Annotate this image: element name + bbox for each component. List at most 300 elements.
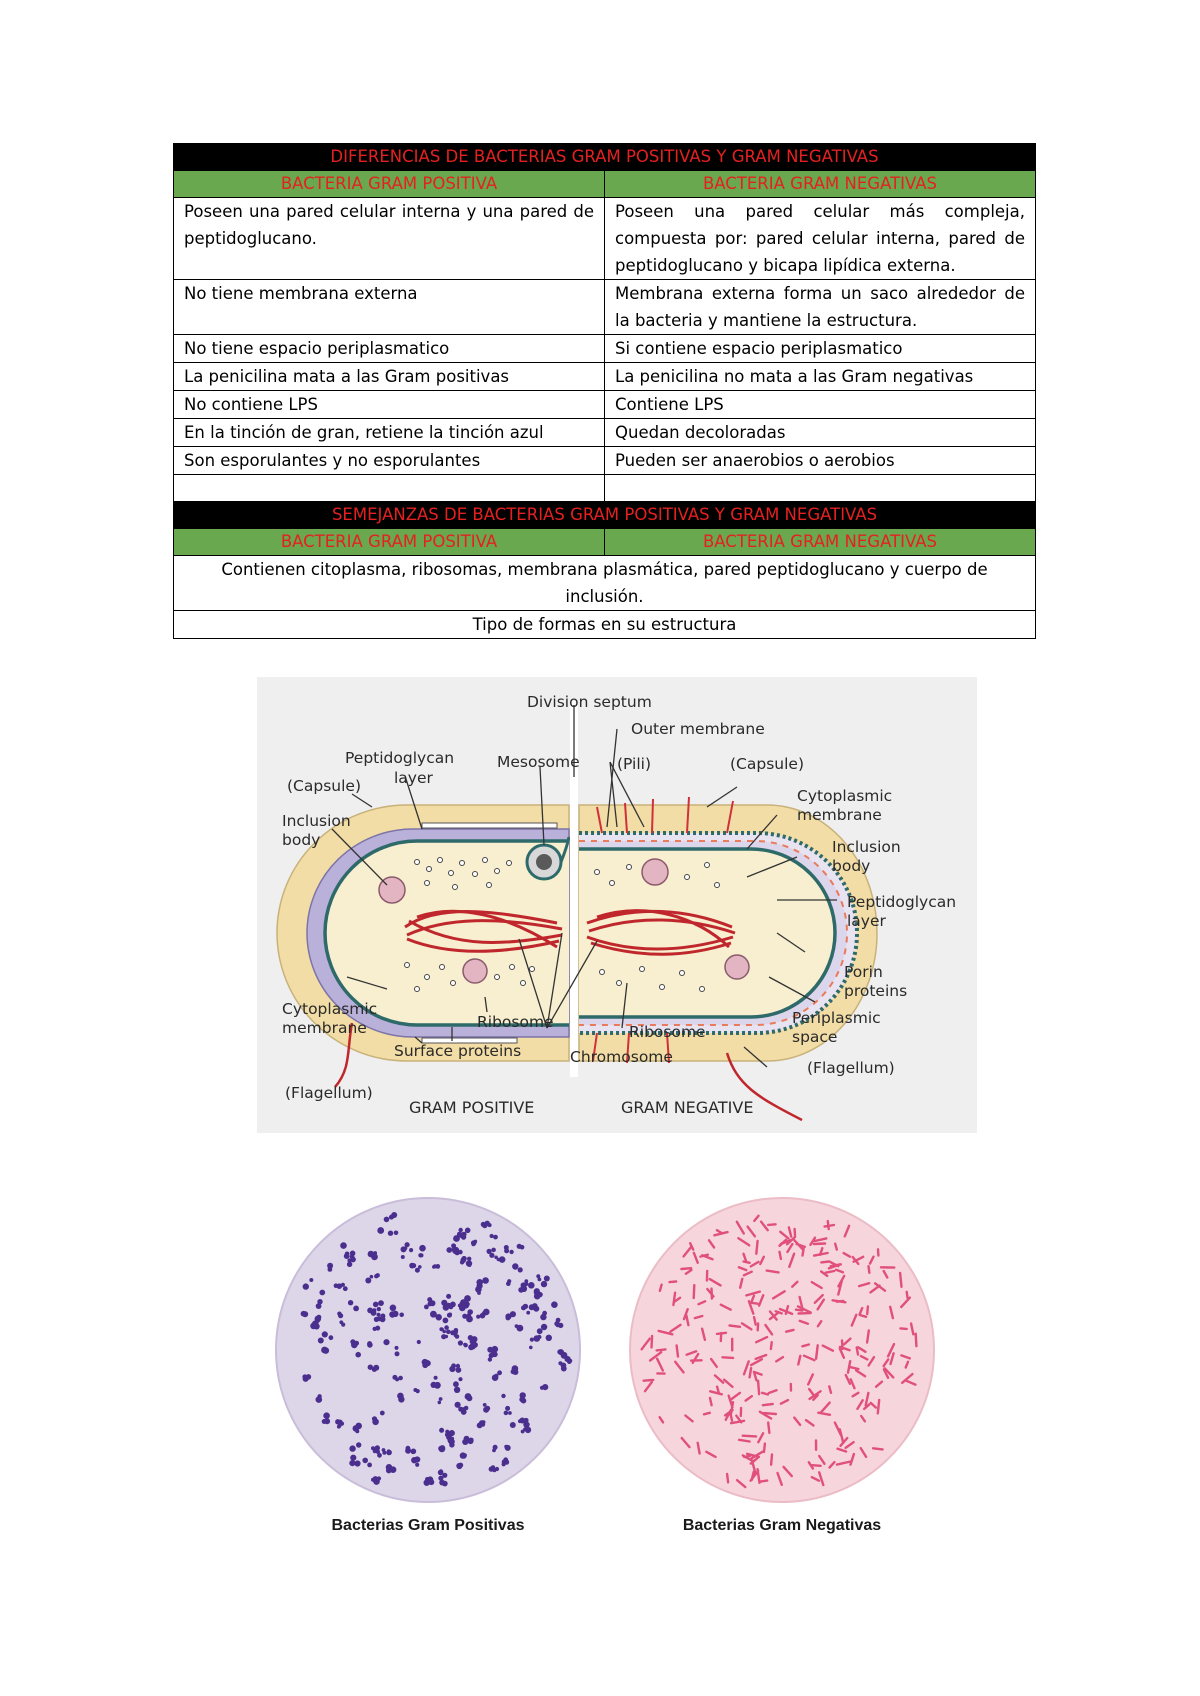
label-periplasmic: Periplasmic (792, 1009, 881, 1027)
stained-bacillus (758, 1381, 759, 1394)
differences-col-positive: BACTERIA GRAM POSITIVA (174, 171, 605, 198)
stained-coccus (411, 1263, 416, 1268)
differences-title: DIFERENCIAS DE BACTERIAS GRAM POSITIVAS Y GRAM NEGATIVAS (174, 144, 1036, 171)
stained-bacillus (867, 1306, 868, 1314)
stained-coccus (441, 1334, 446, 1339)
stained-coccus (504, 1459, 509, 1464)
stained-coccus (470, 1343, 477, 1350)
stained-bacillus (916, 1334, 917, 1347)
differences-title-row (174, 144, 1036, 171)
differences-header-row (174, 171, 1036, 198)
caption-gram-positive: Bacterias Gram Positivas (331, 1517, 525, 1534)
stained-coccus (309, 1278, 313, 1282)
stained-coccus (384, 1217, 390, 1223)
surface-proteins-top (422, 823, 557, 828)
stained-coccus (368, 1251, 375, 1258)
stained-coccus (398, 1376, 403, 1381)
table-cell-positive: Poseen una pared celular interna y una pared de peptidoglucano. (174, 198, 605, 280)
stained-coccus (509, 1250, 513, 1254)
stained-coccus (504, 1245, 509, 1250)
stained-coccus (520, 1286, 526, 1292)
label-pili: (Pili) (617, 755, 652, 773)
stained-coccus (555, 1322, 560, 1327)
stained-bacillus (829, 1386, 831, 1392)
stained-coccus (428, 1479, 434, 1485)
stained-coccus (450, 1330, 455, 1335)
stained-coccus (482, 1223, 488, 1229)
stained-coccus (454, 1387, 460, 1393)
stained-coccus (316, 1396, 323, 1403)
stained-bacillus (761, 1481, 767, 1482)
stained-coccus (411, 1449, 417, 1455)
stained-coccus (497, 1370, 502, 1375)
stained-coccus (430, 1300, 436, 1306)
stained-coccus (439, 1469, 443, 1473)
stained-bacillus (814, 1244, 825, 1245)
stained-coccus (337, 1425, 341, 1429)
stained-coccus (329, 1335, 334, 1340)
table-row (174, 447, 1036, 475)
stained-bacillus (660, 1285, 662, 1291)
stained-coccus (458, 1377, 462, 1381)
stained-coccus (417, 1340, 421, 1344)
stained-bacillus (644, 1380, 654, 1381)
similarities-col-negative: BACTERIA GRAM NEGATIVAS (605, 529, 1036, 556)
stained-coccus (415, 1268, 420, 1273)
stained-coccus (530, 1338, 534, 1342)
stained-coccus (534, 1335, 541, 1342)
label-outer-membrane: Outer membrane (631, 720, 765, 738)
stained-coccus (319, 1290, 325, 1296)
label-cytoplasmic-right-2: membrane (797, 806, 882, 824)
stained-coccus (438, 1446, 443, 1451)
stained-coccus (460, 1452, 466, 1458)
similarities-header-row (174, 529, 1036, 556)
stained-coccus (337, 1312, 341, 1316)
stained-coccus (404, 1246, 408, 1250)
stained-coccus (367, 1308, 373, 1314)
stained-coccus (368, 1365, 373, 1370)
inclusion-body-negative (725, 955, 749, 979)
stained-coccus (477, 1291, 481, 1295)
stained-coccus (458, 1250, 463, 1255)
stained-coccus (420, 1253, 424, 1257)
mesosome-inner (536, 854, 552, 870)
label-peptidoglycan-right-2: layer (847, 912, 886, 930)
table-row (174, 363, 1036, 391)
stained-bacillus (704, 1413, 710, 1415)
stained-bacillus (873, 1448, 883, 1449)
stained-coccus (442, 1330, 446, 1334)
stained-coccus (303, 1283, 309, 1289)
stained-bacillus (743, 1436, 756, 1437)
stained-bacillus (771, 1454, 772, 1464)
stained-bacillus (900, 1328, 906, 1329)
stained-coccus (464, 1436, 470, 1442)
stained-coccus (394, 1231, 399, 1236)
stained-coccus (374, 1274, 378, 1278)
stained-coccus (488, 1223, 492, 1227)
stained-coccus (356, 1442, 361, 1447)
label-surface-proteins: Surface proteins (394, 1042, 522, 1060)
stained-coccus (355, 1429, 359, 1433)
stained-coccus (354, 1341, 359, 1346)
stained-coccus (483, 1407, 489, 1413)
table-cell-empty (605, 475, 1036, 502)
stained-coccus (312, 1320, 319, 1327)
stained-coccus (324, 1418, 330, 1424)
stained-coccus (409, 1248, 413, 1252)
stained-bacillus (739, 1440, 750, 1442)
table-cell-negative: Pueden ser anaerobios o aerobios (605, 447, 1036, 475)
table-cell-positive: No tiene membrana externa (174, 280, 605, 335)
stained-coccus (318, 1338, 324, 1344)
stained-coccus (321, 1347, 328, 1354)
table-cell-positive: Son esporulantes y no esporulantes (174, 447, 605, 475)
stained-coccus (450, 1302, 456, 1308)
stained-coccus (390, 1305, 397, 1312)
stained-bacillus (727, 1474, 728, 1482)
stained-coccus (401, 1255, 405, 1259)
stained-coccus (389, 1311, 395, 1317)
stained-coccus (483, 1403, 487, 1407)
stained-coccus (367, 1342, 373, 1348)
stained-coccus (507, 1279, 511, 1283)
gram-stain-micrographs (270, 1190, 950, 1570)
stained-coccus (422, 1362, 428, 1368)
stained-coccus (446, 1294, 451, 1299)
stained-coccus (487, 1249, 492, 1254)
table-row (174, 198, 1036, 280)
table-cell-negative: Contiene LPS (605, 391, 1036, 419)
stained-coccus (377, 1227, 384, 1234)
label-peptidoglycan-left-2: layer (394, 769, 433, 787)
table-row (174, 419, 1036, 447)
stained-coccus (377, 1313, 381, 1317)
stained-coccus (350, 1254, 355, 1259)
stained-coccus (455, 1334, 460, 1339)
stained-coccus (453, 1381, 459, 1387)
table-row (174, 556, 1036, 611)
table-cell-negative: Poseen una pared celular más compleja, compuesta por: pared celular interna, pared de peptidoglucano y bicapa lipídica externa. (605, 198, 1036, 280)
stained-bacillus (694, 1285, 695, 1298)
label-cytoplasmic-left-2: membrane (282, 1019, 367, 1037)
bacteria-cell-diagram (257, 677, 977, 1133)
stained-coccus (472, 1243, 476, 1247)
stained-coccus (395, 1351, 400, 1356)
stained-coccus (350, 1455, 356, 1461)
stained-bacillus (821, 1262, 829, 1263)
stained-coccus (528, 1282, 535, 1289)
stained-coccus (542, 1311, 547, 1316)
stained-coccus (371, 1446, 375, 1450)
stained-coccus (398, 1396, 404, 1402)
stained-bacillus (756, 1241, 757, 1254)
stained-coccus (504, 1411, 509, 1416)
stained-coccus (414, 1456, 420, 1462)
stained-bacillus (762, 1393, 768, 1395)
label-inclusion-left: Inclusion (282, 812, 351, 830)
stained-coccus (510, 1311, 516, 1317)
table-row (174, 611, 1036, 639)
stained-coccus (419, 1245, 426, 1252)
stained-coccus (524, 1418, 529, 1423)
stained-coccus (441, 1300, 447, 1306)
stained-coccus (508, 1411, 512, 1415)
stained-coccus (377, 1476, 381, 1480)
table-row (174, 280, 1036, 335)
stained-coccus (449, 1442, 454, 1447)
stained-bacillus (681, 1268, 691, 1269)
stained-bacillus (835, 1244, 837, 1250)
label-peptidoglycan-left: Peptidoglycan (345, 749, 455, 767)
label-inclusion-right-2: body (832, 857, 871, 875)
stained-bacillus (907, 1292, 908, 1298)
label-cytoplasmic-left: Cytoplasmic (282, 1000, 378, 1018)
stained-bacillus (730, 1326, 741, 1327)
stained-coccus (483, 1309, 490, 1316)
table-cell-positive: No tiene espacio periplasmatico (174, 335, 605, 363)
stained-coccus (467, 1394, 471, 1398)
table-row-blank (174, 475, 1036, 502)
label-mesosome: Mesosome (497, 753, 580, 771)
stained-coccus (526, 1311, 530, 1315)
table-cell-negative: Quedan decoloradas (605, 419, 1036, 447)
stained-coccus (438, 1401, 442, 1405)
label-flagellum-right: (Flagellum) (807, 1059, 895, 1077)
table-cell-negative: Si contiene espacio periplasmatico (605, 335, 1036, 363)
stained-coccus (551, 1301, 558, 1308)
stained-coccus (546, 1335, 552, 1341)
stained-bacillus (837, 1301, 844, 1302)
stained-bacillus (763, 1404, 773, 1405)
stained-coccus (416, 1389, 420, 1393)
stained-coccus (355, 1352, 361, 1358)
stained-bacillus (878, 1400, 879, 1414)
stained-bacillus (900, 1273, 901, 1287)
stained-coccus (456, 1463, 462, 1469)
label-inclusion-left-2: body (282, 831, 321, 849)
stained-coccus (480, 1422, 485, 1427)
stained-bacillus (780, 1252, 781, 1259)
stained-coccus (444, 1325, 449, 1330)
stained-coccus (365, 1278, 371, 1284)
stained-bacillus (723, 1357, 734, 1358)
stained-coccus (446, 1330, 451, 1335)
stained-coccus (434, 1382, 441, 1389)
label-peptidoglycan-right: Peptidoglycan (847, 893, 957, 911)
differences-col-negative: BACTERIA GRAM NEGATIVAS (605, 171, 1036, 198)
stained-coccus (451, 1248, 455, 1252)
stained-coccus (544, 1276, 550, 1282)
stained-coccus (488, 1357, 492, 1361)
stained-coccus (518, 1267, 523, 1272)
stained-coccus (505, 1445, 511, 1451)
stained-coccus (561, 1352, 568, 1359)
stained-coccus (515, 1324, 519, 1328)
stained-coccus (439, 1397, 443, 1401)
similarities-cell: Tipo de formas en su estructura (174, 611, 1036, 639)
stained-coccus (347, 1258, 351, 1262)
stained-coccus (489, 1353, 494, 1358)
stained-coccus (353, 1306, 359, 1312)
label-porin: Porin (844, 963, 883, 981)
stained-coccus (456, 1367, 462, 1373)
label-ribosome-right: Ribosome (629, 1023, 706, 1041)
stained-coccus (430, 1311, 437, 1318)
inclusion-body-negative (642, 859, 668, 885)
stained-coccus (501, 1394, 505, 1398)
stained-coccus (464, 1343, 468, 1347)
similarities-cell: Contienen citoplasma, ribosomas, membrana plasmática, pared peptidoglucano y cuerpo de inclusión. (174, 556, 1036, 611)
stained-coccus (306, 1374, 312, 1380)
stained-bacillus (816, 1345, 818, 1358)
label-chromosome: Chromosome (570, 1048, 673, 1066)
stained-coccus (540, 1386, 544, 1390)
stained-coccus (521, 1430, 525, 1434)
stained-coccus (448, 1313, 452, 1317)
label-gram-positive: GRAM POSITIVE (409, 1098, 535, 1117)
stained-coccus (533, 1305, 537, 1309)
stained-coccus (395, 1346, 399, 1350)
similarities-title-row (174, 502, 1036, 529)
stained-coccus (493, 1445, 498, 1450)
stained-coccus (316, 1303, 322, 1309)
label-ribosome-left: Ribosome (477, 1013, 554, 1031)
stained-bacillus (869, 1266, 870, 1273)
stained-coccus (377, 1307, 381, 1311)
stained-coccus (399, 1313, 404, 1318)
stained-coccus (489, 1466, 494, 1471)
stained-coccus (349, 1460, 355, 1466)
stained-bacillus (771, 1342, 772, 1349)
stained-coccus (327, 1263, 333, 1269)
stained-bacillus (764, 1413, 776, 1414)
stained-coccus (505, 1406, 510, 1411)
stained-coccus (383, 1339, 389, 1345)
stained-coccus (334, 1283, 339, 1288)
stained-coccus (433, 1264, 437, 1268)
stained-coccus (458, 1340, 463, 1345)
stained-coccus (494, 1256, 498, 1260)
stained-coccus (461, 1257, 467, 1263)
label-cytoplasmic-right: Cytoplasmic (797, 787, 893, 805)
label-periplasmic-2: space (792, 1028, 838, 1046)
stained-bacillus (670, 1282, 677, 1283)
similarities-title: SEMEJANZAS DE BACTERIAS GRAM POSITIVAS Y GRAM NEGATIVAS (174, 502, 1036, 529)
stained-coccus (520, 1245, 525, 1250)
stained-coccus (465, 1228, 471, 1234)
stained-bacillus (768, 1423, 769, 1433)
stained-bacillus (825, 1225, 834, 1227)
stained-coccus (377, 1317, 382, 1322)
label-flagellum-left: (Flagellum) (285, 1084, 373, 1102)
stained-bacillus (812, 1465, 821, 1466)
stained-coccus (525, 1427, 531, 1433)
stained-coccus (370, 1275, 374, 1279)
stained-coccus (367, 1463, 372, 1468)
stained-coccus (388, 1231, 393, 1236)
table-cell-negative: Membrana externa forma un saco alrededor de la bacteria y mantiene la estructura. (605, 280, 1036, 335)
stained-bacillus (768, 1224, 775, 1225)
stained-coccus (536, 1274, 540, 1278)
table-row (174, 391, 1036, 419)
stained-coccus (492, 1374, 499, 1381)
stained-bacillus (750, 1368, 752, 1377)
label-capsule-left: (Capsule) (287, 777, 361, 795)
stained-coccus (443, 1318, 449, 1324)
stained-coccus (518, 1419, 522, 1423)
stained-coccus (512, 1365, 519, 1372)
stained-coccus (382, 1448, 386, 1452)
stained-coccus (449, 1366, 455, 1372)
table-cell-positive: No contiene LPS (174, 391, 605, 419)
stained-coccus (568, 1359, 572, 1363)
stained-coccus (558, 1361, 562, 1365)
stained-coccus (380, 1411, 385, 1416)
stained-coccus (455, 1402, 461, 1408)
label-capsule-right: (Capsule) (730, 755, 804, 773)
stained-coccus (534, 1288, 540, 1294)
label-porin-2: proteins (844, 982, 908, 1000)
stained-coccus (521, 1398, 527, 1404)
stained-bacillus (657, 1349, 666, 1350)
table-cell-positive: La penicilina mata a las Gram positivas (174, 363, 605, 391)
stained-coccus (406, 1446, 411, 1451)
stained-coccus (386, 1450, 392, 1456)
stained-coccus (491, 1248, 496, 1253)
stained-bacillus (867, 1331, 869, 1343)
stained-coccus (512, 1263, 518, 1269)
stained-coccus (323, 1412, 330, 1419)
stained-coccus (464, 1406, 469, 1411)
stained-coccus (482, 1277, 489, 1284)
stained-coccus (469, 1438, 474, 1443)
stained-coccus (335, 1419, 340, 1424)
stained-bacillus (826, 1271, 835, 1273)
stained-coccus (493, 1235, 498, 1240)
stained-coccus (459, 1228, 463, 1232)
stained-coccus (375, 1445, 380, 1450)
stained-coccus (541, 1324, 547, 1330)
stained-coccus (467, 1263, 471, 1267)
stained-coccus (340, 1242, 347, 1249)
stained-coccus (467, 1309, 473, 1315)
stained-bacillus (857, 1348, 858, 1355)
stained-coccus (322, 1331, 328, 1337)
stained-coccus (372, 1419, 379, 1426)
stained-coccus (460, 1299, 466, 1305)
label-inclusion-right: Inclusion (832, 838, 901, 856)
stained-coccus (302, 1311, 308, 1317)
stained-coccus (348, 1300, 353, 1305)
stained-coccus (450, 1437, 454, 1441)
stained-coccus (373, 1365, 379, 1371)
stained-coccus (477, 1284, 481, 1288)
label-gram-negative: GRAM NEGATIVE (621, 1098, 754, 1117)
stained-bacillus (803, 1249, 804, 1256)
stained-bacillus (652, 1336, 653, 1348)
stained-coccus (523, 1304, 528, 1309)
label-division-septum: Division septum (527, 693, 652, 711)
inclusion-body-positive (463, 959, 487, 983)
stained-coccus (415, 1463, 419, 1467)
stained-coccus (341, 1323, 345, 1327)
stained-coccus (391, 1212, 397, 1218)
table-cell-positive: En la tinción de gran, retiene la tinción azul (174, 419, 605, 447)
stained-bacillus (710, 1398, 712, 1405)
stained-bacillus (744, 1456, 750, 1457)
